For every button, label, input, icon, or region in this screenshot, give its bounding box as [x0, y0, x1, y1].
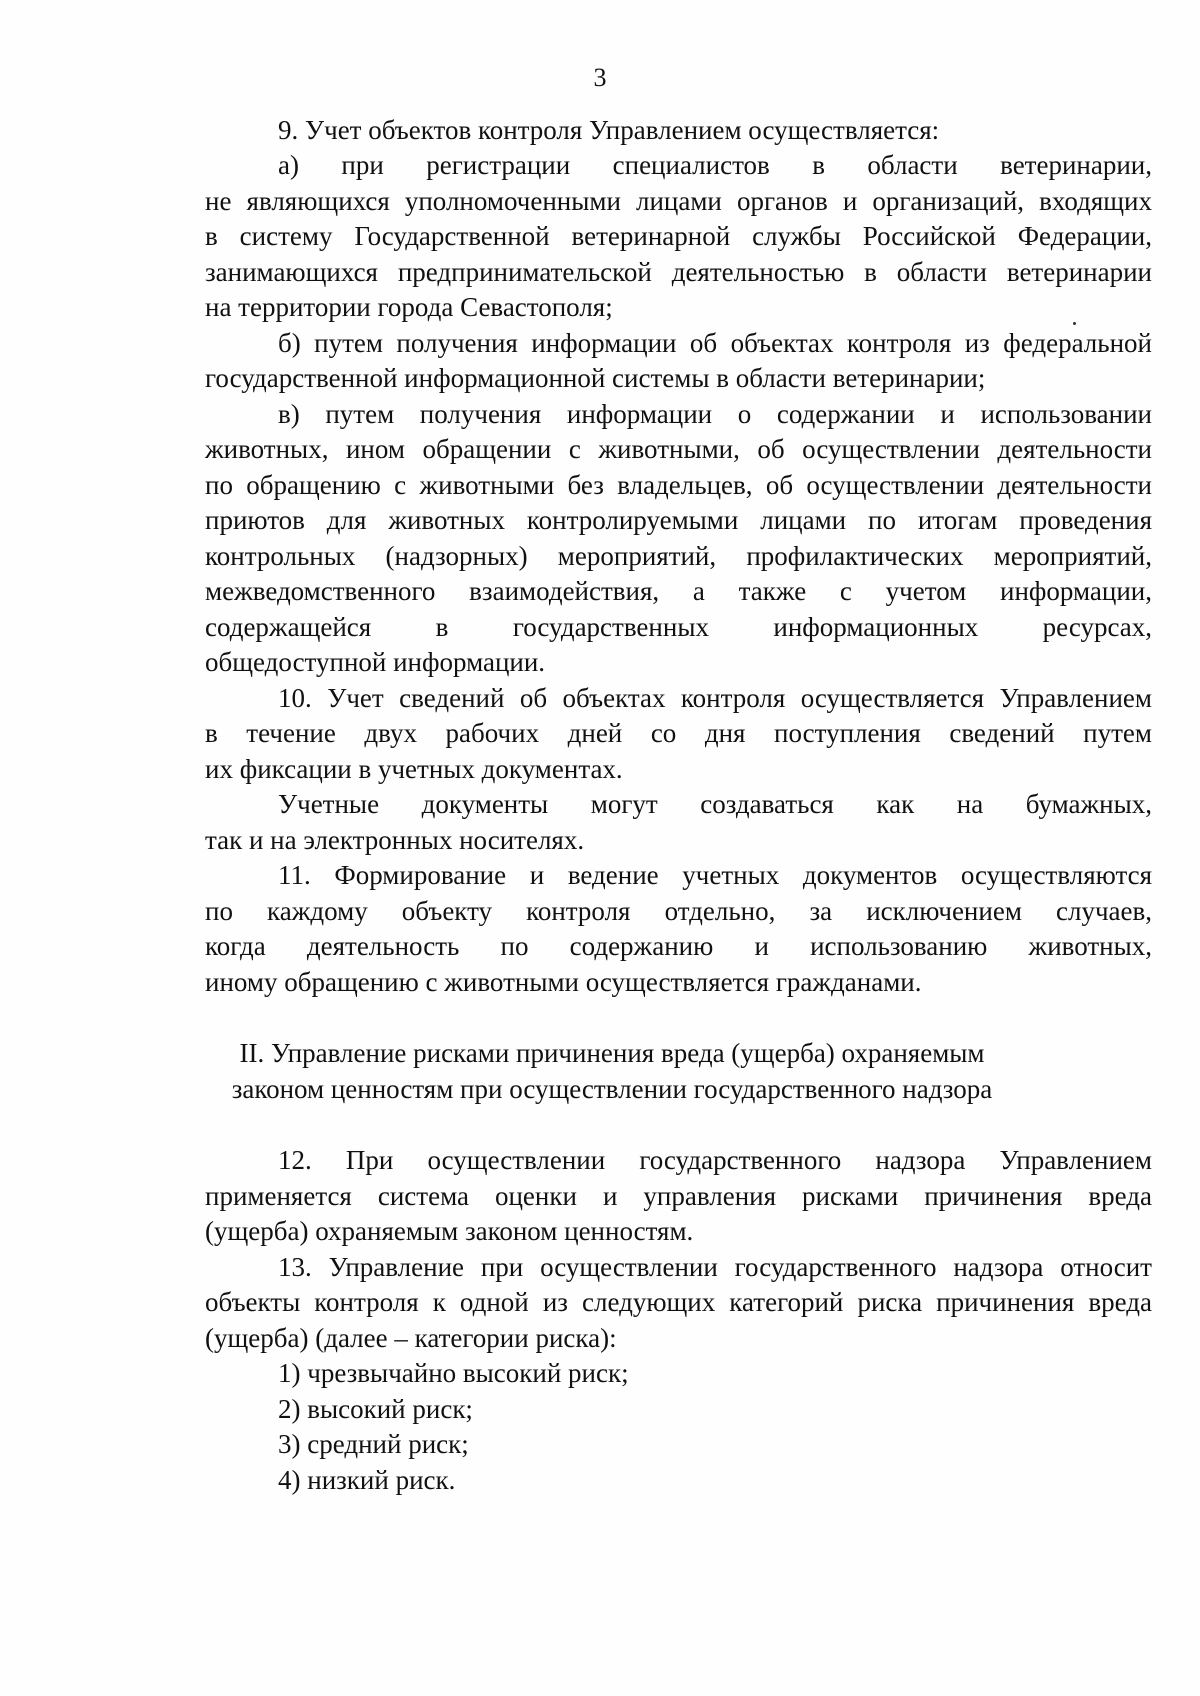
- risk-list-item: 4) низкий риск.: [278, 1465, 456, 1495]
- paragraph-line: их фиксации в учетных документах.: [205, 754, 623, 784]
- paragraph-line: (ущерба) (далее – категории риска):: [205, 1323, 617, 1353]
- section-heading-line-1: II. Управление рисками причинения вреда (ущерба) охраняемым: [239, 1038, 985, 1068]
- paragraph-line: Учетные документы могут создаваться как на бумажных,: [278, 789, 1152, 819]
- paragraph-line: приютов для животных контролируемыми лицами по итогам проведения: [205, 505, 1152, 535]
- paragraph-line: по каждому объекту контроля отдельно, за исключением случаев,: [205, 896, 1152, 926]
- paragraph-line: контрольных (надзорных) мероприятий, профилактических мероприятий,: [205, 541, 1152, 571]
- risk-list-item: 2) высокий риск;: [278, 1394, 473, 1424]
- paragraph-line: а) при регистрации специалистов в области ветеринарии,: [278, 150, 1152, 180]
- paragraph-line: в систему Государственной ветеринарной службы Российской Федерации,: [205, 221, 1152, 251]
- paragraph-line: так и на электронных носителях.: [205, 825, 585, 855]
- paragraph-line: когда деятельность по содержанию и использованию животных,: [205, 931, 1152, 961]
- paragraph-line: применяется система оценки и управления рисками причинения вреда: [205, 1181, 1152, 1211]
- paragraph-line: 9. Учет объектов контроля Управлением осуществляется:: [278, 115, 940, 145]
- paragraph-line: (ущерба) охраняемым законом ценностям.: [205, 1216, 694, 1246]
- paragraph-line: межведомственного взаимодействия, а также с учетом информации,: [205, 576, 1152, 606]
- paragraph-line: 12. При осуществлении государственного надзора Управлением: [278, 1145, 1152, 1175]
- risk-list-item: 1) чрезвычайно высокий риск;: [278, 1358, 629, 1388]
- paragraph-line: 10. Учет сведений об объектах контроля осуществляется Управлением: [278, 683, 1152, 713]
- paragraph-line: иному обращению с животными осуществляется гражданами.: [205, 967, 922, 997]
- paragraph-line: общедоступной информации.: [205, 647, 546, 677]
- paragraph-line: в течение двух рабочих дней со дня поступления сведений путем: [205, 718, 1152, 748]
- paragraph-line: занимающихся предпринимательской деятельностью в области ветеринарии: [205, 257, 1152, 287]
- paragraph-line: б) путем получения информации об объектах контроля из федеральной: [278, 328, 1152, 358]
- paragraph-line: в) путем получения информации о содержании и использовании: [278, 399, 1152, 429]
- page-number: 3: [593, 63, 607, 92]
- paragraph-line: 11. Формирование и ведение учетных документов осуществляются: [278, 860, 1152, 890]
- paragraph-line: содержащейся в государственных информационных ресурсах,: [205, 612, 1152, 642]
- risk-list-item: 3) средний риск;: [278, 1429, 469, 1459]
- paragraph-line: 13. Управление при осуществлении государственного надзора относит: [278, 1252, 1152, 1282]
- paragraph-line: на территории города Севастополя;: [205, 292, 613, 322]
- section-heading-line-2: законом ценностям при осуществлении государственного надзора: [231, 1074, 993, 1104]
- paragraph-line: не являющихся уполномоченными лицами органов и организаций, входящих: [205, 186, 1152, 216]
- paragraph-line: животных, ином обращении с животными, об осуществлении деятельности: [205, 434, 1152, 464]
- paragraph-line: по обращению с животными без владельцев, об осуществлении деятельности: [205, 470, 1152, 500]
- paragraph-line: объекты контроля к одной из следующих категорий риска причинения вреда: [205, 1287, 1152, 1317]
- paragraph-line: государственной информационной системы в области ветеринарии;: [205, 363, 986, 393]
